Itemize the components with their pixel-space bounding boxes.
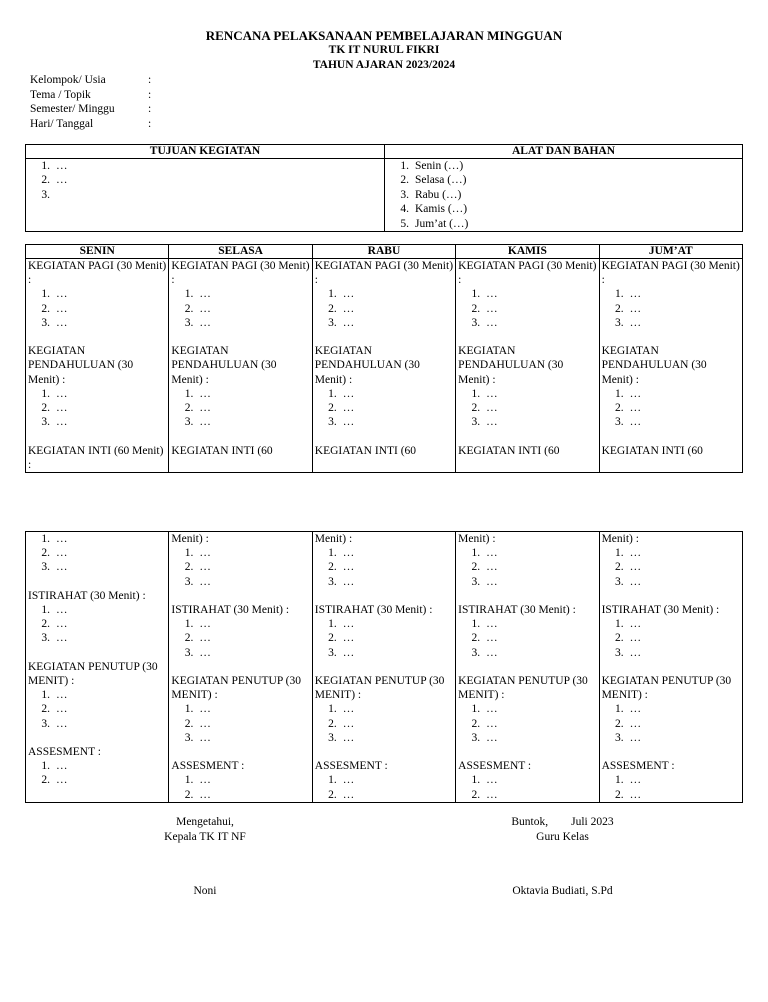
info-row-hari — [30, 117, 151, 132]
day-header: SENIN — [26, 245, 169, 259]
list-item: 2. … — [471, 717, 498, 730]
list-item: 3. … — [41, 561, 68, 574]
sig-right-line2: Guru Kelas — [536, 830, 589, 843]
list-item: 2. … — [41, 703, 68, 716]
list-item: 2. … — [41, 774, 68, 787]
list-item: 3. … — [184, 575, 211, 588]
list-item: 1. … — [614, 547, 642, 560]
list-item: 3. … — [471, 575, 498, 588]
signature-right — [500, 815, 625, 844]
sig-right-line1: Buntok, Juli 2023 — [511, 816, 614, 828]
list-item: 1. … — [184, 547, 211, 560]
istirahat-label: ISTIRAHAT (30 Menit) : — [458, 604, 576, 616]
list-item: 3. … — [41, 316, 68, 329]
sig-left-line1: Mengetahui, — [176, 816, 234, 828]
list-item: 2. … — [471, 788, 498, 801]
weekly-schedule-table-page2 — [25, 531, 743, 803]
list-item: 2. … — [471, 632, 498, 645]
assesment-label: ASSESMENT : — [314, 760, 388, 773]
kegiatan-pendahuluan-label: KEGIATAN PENDAHULUAN (30 Menit) : — [171, 345, 277, 386]
info-sep: : — [148, 117, 152, 130]
list-item: 1. … — [184, 774, 211, 787]
academic-year: TAHUN AJARAN 2023/2024 — [312, 59, 456, 71]
sig-left-name: Noni — [193, 885, 217, 897]
list-item: 1. … — [184, 288, 211, 301]
kegiatan-inti-cont: Menit) : — [171, 533, 209, 545]
kegiatan-inti-label: KEGIATAN INTI (60 — [171, 444, 273, 457]
kegiatan-inti-cont: Menit) : — [601, 533, 639, 545]
info-label: Hari/ Tanggal — [30, 117, 94, 130]
list-item: 2. … — [328, 788, 355, 801]
list-item: 1. … — [41, 760, 68, 773]
list-item: 3. … — [471, 646, 498, 659]
list-item: 1. … — [614, 387, 642, 400]
istirahat-label: ISTIRAHAT (30 Menit) : — [314, 604, 433, 616]
list-item: 1. … — [41, 160, 68, 172]
signature-left — [150, 815, 260, 844]
info-sep: : — [148, 74, 152, 86]
sig-right-name: Oktavia Budiati, S.Pd — [512, 885, 613, 897]
list-item: 3. … — [184, 731, 211, 744]
list-item: 2. … — [184, 788, 211, 801]
list-item: 1. … — [41, 533, 68, 545]
day-cell-bottom — [599, 532, 742, 803]
day-cell-top — [169, 259, 312, 473]
day-header: RABU — [312, 245, 455, 259]
day-cell-bottom — [312, 532, 455, 803]
list-item: 1. … — [614, 618, 642, 631]
kegiatan-penutup-label: KEGIATAN PENUTUP (30 MENIT) : — [601, 675, 732, 702]
list-item: 1. … — [471, 387, 498, 400]
info-row-tema — [30, 88, 151, 103]
list-item: 1. … — [184, 387, 211, 400]
list-item: 2. … — [328, 402, 355, 415]
list-item: 3. … — [328, 416, 355, 429]
list-item: 2. … — [184, 561, 211, 574]
assesment-label: ASSESMENT : — [458, 760, 532, 773]
list-item: 3. … — [614, 646, 642, 659]
info-label: Tema / Topik — [30, 88, 91, 101]
list-item: 1. … — [471, 618, 498, 631]
list-item: 3. … — [184, 416, 211, 429]
day-header: KAMIS — [456, 245, 599, 259]
kegiatan-pagi-label: KEGIATAN PAGI (30 Menit) : — [601, 260, 740, 287]
alat-cell — [385, 159, 743, 232]
kegiatan-pagi-label: KEGIATAN PAGI (30 Menit) : — [28, 260, 167, 287]
list-item: 1. … — [328, 618, 355, 631]
info-row-semester — [30, 102, 151, 117]
tujuan-cell — [26, 159, 385, 232]
kegiatan-penutup-label: KEGIATAN PENUTUP (30 MENIT) : — [28, 660, 158, 687]
list-item: 2. … — [471, 561, 498, 574]
kegiatan-inti-label: KEGIATAN INTI (60 — [601, 444, 703, 457]
assesment-label: ASSESMENT : — [601, 760, 675, 773]
kegiatan-pendahuluan-label: KEGIATAN PENDAHULUAN (30 Menit) : — [458, 345, 564, 386]
list-item: 3. … — [328, 316, 355, 329]
list-item: 2. … — [328, 717, 355, 730]
info-label: Kelompok/ Usia — [30, 74, 106, 86]
list-item: 1. Senin (…) — [400, 160, 464, 172]
list-item: 2. … — [614, 717, 642, 730]
kegiatan-penutup-label: KEGIATAN PENUTUP (30 MENIT) : — [171, 675, 302, 702]
day-cell-top — [26, 259, 169, 473]
list-item: 2. … — [184, 717, 211, 730]
school-name: TK IT NURUL FIKRI — [328, 44, 440, 56]
list-item: 2. … — [184, 302, 211, 315]
list-item: 5. Jum’at (…) — [400, 217, 469, 230]
list-item: 3. … — [471, 316, 498, 329]
list-item: 2. … — [41, 402, 68, 415]
list-item: 1. … — [471, 288, 498, 301]
info-sep: : — [148, 103, 152, 115]
list-item: 3. … — [184, 316, 211, 329]
kegiatan-penutup-label: KEGIATAN PENUTUP (30 MENIT) : — [458, 675, 588, 702]
list-item: 1. … — [471, 774, 498, 787]
kegiatan-pendahuluan-label: KEGIATAN PENDAHULUAN (30 Menit) : — [314, 345, 420, 386]
list-item: 3. … — [328, 646, 355, 659]
list-item: 2. … — [328, 302, 355, 315]
tujuan-header: TUJUAN KEGIATAN — [26, 145, 385, 159]
list-item: 1. … — [471, 703, 498, 716]
istirahat-label: ISTIRAHAT (30 Menit) : — [28, 589, 146, 602]
alat-header: ALAT DAN BAHAN — [385, 145, 743, 159]
info-row-kelompok — [30, 73, 151, 88]
list-item: 3. — [41, 188, 50, 201]
list-item: 2. … — [184, 402, 211, 415]
kegiatan-inti-label: KEGIATAN INTI (60 Menit) : — [28, 444, 164, 471]
document-title: RENCANA PELAKSANAAN PEMBELAJARAN MINGGUAN — [205, 28, 563, 43]
list-item: 3. … — [328, 575, 355, 588]
kegiatan-inti-label: KEGIATAN INTI (60 — [314, 444, 417, 457]
day-cell-bottom — [456, 532, 599, 803]
list-item: 1. … — [328, 774, 355, 787]
info-label: Semester/ Minggu — [30, 103, 115, 115]
day-cell-bottom — [26, 532, 169, 803]
list-item: 1. … — [184, 703, 211, 716]
istirahat-label: ISTIRAHAT (30 Menit) : — [601, 604, 720, 616]
list-item: 1. … — [41, 288, 68, 301]
list-item: 3. … — [614, 575, 642, 588]
list-item: 4. Kamis (…) — [400, 203, 468, 216]
list-item: 1. … — [328, 703, 355, 716]
list-item: 1. … — [41, 604, 68, 616]
kegiatan-pagi-label: KEGIATAN PAGI (30 Menit) : — [458, 260, 597, 287]
list-item: 1. … — [184, 618, 211, 631]
kegiatan-penutup-label: KEGIATAN PENUTUP (30 MENIT) : — [314, 675, 445, 702]
list-item: 3. … — [328, 731, 355, 744]
list-item: 3. Rabu (…) — [400, 188, 462, 201]
assesment-label: ASSESMENT : — [171, 760, 245, 773]
day-cell-top — [456, 259, 599, 473]
info-block — [30, 73, 151, 131]
tujuan-alat-table — [25, 144, 743, 232]
kegiatan-pagi-label: KEGIATAN PAGI (30 Menit) : — [314, 260, 454, 287]
list-item: 3. … — [471, 416, 498, 429]
list-item: 2. … — [614, 632, 642, 645]
list-item: 2. … — [471, 402, 498, 415]
day-cell-bottom — [169, 532, 312, 803]
list-item: 2. … — [471, 302, 498, 315]
list-item: 2. Selasa (…) — [400, 174, 467, 187]
list-item: 3. … — [614, 416, 642, 429]
list-item: 3. … — [41, 416, 68, 429]
list-item: 3. … — [614, 316, 642, 329]
list-item: 2. … — [41, 302, 68, 315]
list-item: 3. … — [41, 717, 68, 730]
list-item: 1. … — [328, 288, 355, 301]
list-item: 1. … — [614, 703, 642, 716]
sig-left-line2: Kepala TK IT NF — [164, 830, 246, 843]
kegiatan-pendahuluan-label: KEGIATAN PENDAHULUAN (30 Menit) : — [601, 345, 707, 386]
istirahat-label: ISTIRAHAT (30 Menit) : — [171, 604, 290, 616]
list-item: 2. … — [41, 618, 68, 631]
list-item: 2. … — [614, 788, 642, 801]
kegiatan-pendahuluan-label: KEGIATAN PENDAHULUAN (30 Menit) : — [28, 345, 134, 386]
list-item: 3. … — [41, 632, 68, 645]
list-item: 1. … — [328, 547, 355, 560]
list-item: 2. … — [41, 174, 68, 187]
list-item: 2. … — [614, 402, 642, 415]
list-item: 2. … — [328, 632, 355, 645]
list-item: 2. … — [614, 302, 642, 315]
day-header: SELASA — [169, 245, 312, 259]
kegiatan-inti-cont: Menit) : — [458, 533, 496, 545]
kegiatan-inti-cont: Menit) : — [314, 533, 353, 545]
list-item: 1. … — [41, 387, 68, 400]
list-item: 3. … — [471, 731, 498, 744]
weekly-schedule-table-page1 — [25, 244, 743, 473]
list-item: 1. … — [328, 387, 355, 400]
list-item: 3. … — [614, 731, 642, 744]
list-item: 1. … — [614, 774, 642, 787]
kegiatan-inti-label: KEGIATAN INTI (60 — [458, 444, 560, 457]
list-item: 1. … — [614, 288, 642, 301]
list-item: 3. … — [184, 646, 211, 659]
day-cell-top — [599, 259, 742, 473]
info-sep: : — [148, 88, 152, 101]
list-item: 2. … — [328, 561, 355, 574]
list-item: 1. … — [471, 547, 498, 560]
assesment-label: ASSESMENT : — [28, 746, 101, 758]
list-item: 2. … — [614, 561, 642, 574]
list-item: 2. … — [184, 632, 211, 645]
kegiatan-pagi-label: KEGIATAN PAGI (30 Menit) : — [171, 260, 310, 287]
day-cell-top — [312, 259, 455, 473]
list-item: 2. … — [41, 547, 68, 560]
list-item: 1. … — [41, 689, 68, 702]
day-header: JUM’AT — [599, 245, 742, 259]
